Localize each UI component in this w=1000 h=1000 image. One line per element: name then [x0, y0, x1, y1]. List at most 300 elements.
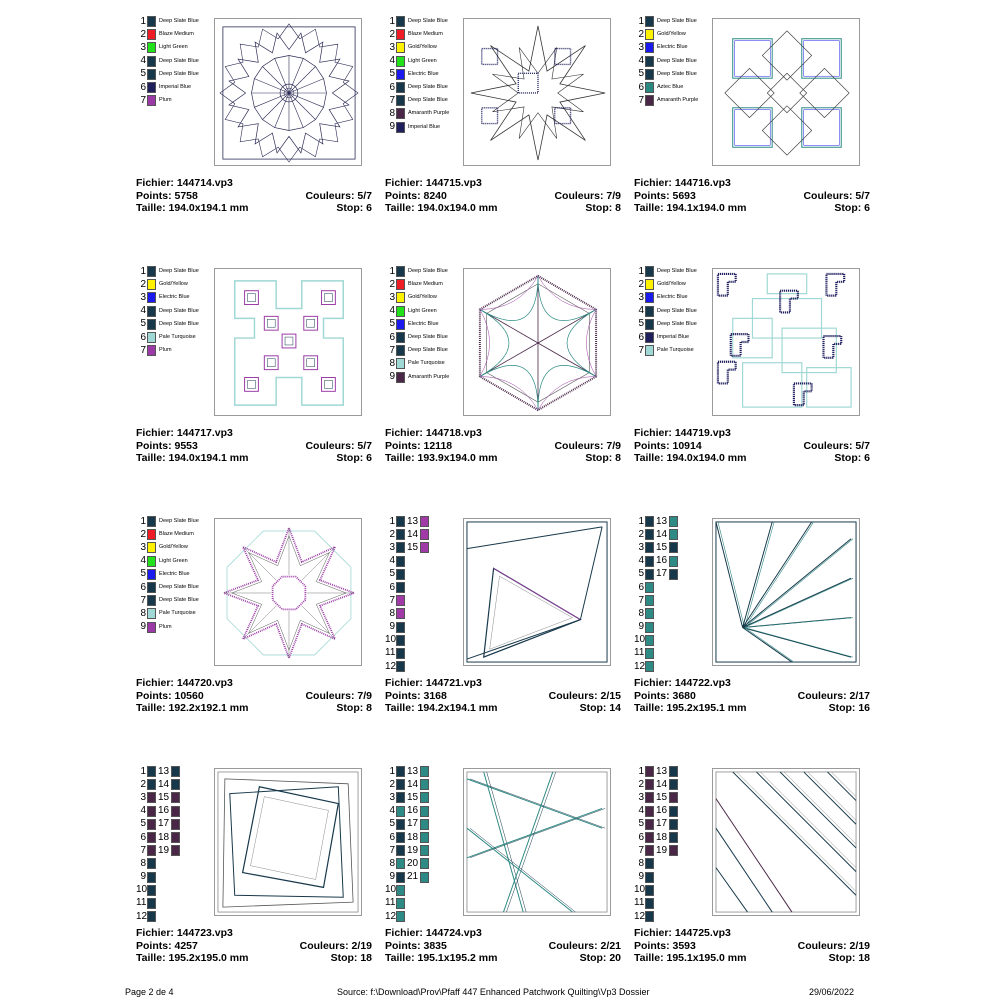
- color-name: Deep Slate Blue: [657, 70, 697, 77]
- legend-row: [634, 68, 708, 81]
- legend-number: 7: [638, 594, 644, 606]
- color-swatch: [645, 292, 654, 303]
- color-swatch: [396, 516, 405, 527]
- legend-row: [136, 291, 210, 304]
- legend-number: 5: [638, 68, 644, 80]
- legend-row: [136, 305, 210, 318]
- color-swatch: [396, 582, 405, 593]
- legend-row: [136, 765, 210, 778]
- color-swatch: [645, 898, 654, 909]
- legend-row: [634, 765, 708, 778]
- file-info: [136, 927, 372, 965]
- embroidery-preview: [214, 268, 362, 416]
- legend-row: [136, 94, 210, 107]
- stop-count: Stop: 6: [336, 452, 372, 464]
- legend-number: 4: [140, 305, 146, 317]
- legend-row: [385, 278, 459, 291]
- color-name: Plum: [159, 97, 172, 104]
- legend-number: 11: [634, 647, 645, 659]
- color-swatch: [396, 279, 405, 290]
- stitch-points: Points: 4257: [136, 939, 198, 952]
- file-name: Fichier: 144717.vp3: [136, 427, 233, 439]
- legend-row: [385, 791, 459, 804]
- legend-number: 1: [389, 515, 395, 527]
- file-name: Fichier: 144719.vp3: [634, 427, 731, 439]
- color-swatch: [147, 569, 156, 580]
- legend-row: [634, 594, 708, 607]
- legend-row: [385, 765, 459, 778]
- legend-number: 2: [140, 278, 146, 290]
- legend-number: 13: [158, 765, 170, 777]
- pattern-drawing: [464, 269, 610, 415]
- legend-row: [385, 871, 459, 884]
- color-swatch: [669, 516, 678, 527]
- design-card: [136, 765, 372, 1000]
- color-name: Gold/Yellow: [408, 44, 437, 51]
- file-name: Fichier: 144718.vp3: [385, 427, 482, 439]
- legend-row: [385, 331, 459, 344]
- legend-number: 4: [140, 55, 146, 67]
- stop-count: Stop: 18: [330, 952, 372, 964]
- legend-row: [634, 305, 708, 318]
- color-swatch: [147, 911, 156, 922]
- legend-row: [136, 265, 210, 278]
- legend-row: [385, 594, 459, 607]
- color-swatch: [669, 542, 678, 553]
- legend-number: 4: [389, 305, 395, 317]
- legend-number: 6: [638, 581, 644, 593]
- legend-row: [385, 305, 459, 318]
- legend-number: 11: [634, 897, 645, 909]
- color-swatch: [396, 529, 405, 540]
- legend-number: 9: [638, 621, 644, 633]
- legend-number: 8: [638, 857, 644, 869]
- design-card: [385, 515, 621, 751]
- legend-number: 4: [638, 55, 644, 67]
- color-swatch: [420, 832, 429, 843]
- color-swatch: [396, 332, 405, 343]
- color-swatch: [645, 29, 654, 40]
- color-swatch: [645, 806, 654, 817]
- color-swatch: [645, 69, 654, 80]
- color-swatch: [171, 845, 180, 856]
- pattern-drawing: [215, 19, 361, 165]
- color-swatch: [645, 635, 654, 646]
- legend-number: 20: [407, 857, 419, 869]
- design-size: Taille: 195.2x195.0 mm: [136, 952, 249, 964]
- legend-row: [634, 871, 708, 884]
- legend-number: 5: [638, 818, 644, 830]
- legend-number: 16: [656, 805, 668, 817]
- stitch-points: Points: 5758: [136, 189, 198, 202]
- color-name: Gold/Yellow: [159, 544, 188, 551]
- color-swatch: [645, 911, 654, 922]
- legend-row: [385, 607, 459, 620]
- legend-number: 7: [638, 94, 644, 106]
- color-swatch: [645, 872, 654, 883]
- legend-row: [136, 621, 210, 634]
- color-name: Gold/Yellow: [657, 281, 686, 288]
- legend-row: [136, 568, 210, 581]
- color-name: Electric Blue: [159, 570, 190, 577]
- color-name: Light Green: [159, 44, 188, 51]
- legend-row: [136, 318, 210, 331]
- legend-number: 17: [656, 818, 668, 830]
- legend-number: 17: [656, 568, 668, 580]
- color-swatch: [669, 832, 678, 843]
- color-name: Plum: [159, 347, 172, 354]
- color-swatch: [396, 556, 405, 567]
- legend-row: [385, 371, 459, 384]
- design-card: [385, 265, 621, 501]
- file-info: [385, 177, 621, 215]
- design-size: Taille: 194.0x194.1 mm: [136, 452, 249, 464]
- legend-number: 8: [389, 857, 395, 869]
- legend-row: [136, 594, 210, 607]
- legend-number: 7: [140, 94, 146, 106]
- legend-number: 10: [634, 884, 646, 896]
- color-swatch: [645, 16, 654, 27]
- color-swatch: [396, 542, 405, 553]
- color-name: Deep Slate Blue: [408, 268, 448, 275]
- legend-number: 9: [389, 121, 395, 133]
- legend-row: [634, 647, 708, 660]
- color-swatch: [396, 95, 405, 106]
- legend-row: [136, 871, 210, 884]
- color-swatch: [645, 332, 654, 343]
- legend-row: [136, 541, 210, 554]
- file-info: [136, 427, 372, 465]
- color-swatch: [420, 516, 429, 527]
- color-name: Deep Slate Blue: [657, 18, 697, 25]
- color-swatch: [645, 569, 654, 580]
- color-count: Couleurs: 7/9: [554, 439, 621, 452]
- thread-color-legend: [136, 15, 210, 107]
- file-info: [634, 427, 870, 465]
- design-size: Taille: 195.1x195.0 mm: [634, 952, 747, 964]
- design-size: Taille: 194.0x194.0 mm: [385, 202, 498, 214]
- legend-number: 2: [140, 28, 146, 40]
- color-swatch: [171, 792, 180, 803]
- color-swatch: [645, 595, 654, 606]
- color-swatch: [645, 885, 654, 896]
- color-name: Deep Slate Blue: [408, 84, 448, 91]
- legend-number: 7: [638, 844, 644, 856]
- pattern-drawing: [464, 519, 610, 665]
- color-swatch: [645, 661, 654, 672]
- color-name: Deep Slate Blue: [159, 320, 199, 327]
- legend-row: [385, 910, 459, 923]
- color-swatch: [645, 266, 654, 277]
- stop-count: Stop: 6: [834, 202, 870, 214]
- pattern-drawing: [215, 769, 361, 915]
- file-name: Fichier: 144714.vp3: [136, 177, 233, 189]
- color-swatch: [396, 306, 405, 317]
- color-swatch: [645, 319, 654, 330]
- file-name: Fichier: 144723.vp3: [136, 927, 233, 939]
- color-swatch: [396, 82, 405, 93]
- legend-number: 2: [638, 778, 644, 790]
- legend-number: 4: [638, 805, 644, 817]
- thread-color-legend: [136, 765, 210, 923]
- legend-number: 8: [638, 607, 644, 619]
- legend-number: 8: [140, 857, 146, 869]
- legend-row: [385, 857, 459, 870]
- legend-row: [385, 94, 459, 107]
- legend-number: 1: [140, 515, 146, 527]
- color-name: Gold/Yellow: [159, 281, 188, 288]
- color-swatch: [645, 556, 654, 567]
- legend-number: 15: [656, 541, 668, 553]
- legend-row: [385, 621, 459, 634]
- legend-row: [385, 121, 459, 134]
- stitch-points: Points: 10560: [136, 689, 204, 702]
- design-size: Taille: 194.1x194.0 mm: [634, 202, 747, 214]
- legend-row: [634, 897, 708, 910]
- file-info: [634, 927, 870, 965]
- color-swatch: [147, 306, 156, 317]
- color-swatch: [147, 872, 156, 883]
- stitch-points: Points: 3835: [385, 939, 447, 952]
- color-swatch: [396, 372, 405, 383]
- color-swatch: [147, 806, 156, 817]
- color-name: Deep Slate Blue: [159, 268, 199, 275]
- file-name: Fichier: 144725.vp3: [634, 927, 731, 939]
- color-swatch: [645, 56, 654, 67]
- legend-row: [634, 831, 708, 844]
- design-card: [136, 515, 372, 751]
- color-swatch: [396, 595, 405, 606]
- legend-row: [634, 515, 708, 528]
- color-name: Light Green: [408, 57, 437, 64]
- legend-number: 3: [140, 791, 146, 803]
- color-swatch: [645, 832, 654, 843]
- legend-number: 1: [140, 15, 146, 27]
- legend-row: [634, 660, 708, 673]
- legend-number: 18: [656, 831, 668, 843]
- color-swatch: [645, 42, 654, 53]
- legend-row: [634, 621, 708, 634]
- legend-row: [136, 41, 210, 54]
- color-swatch: [396, 358, 405, 369]
- color-swatch: [171, 832, 180, 843]
- legend-row: [136, 555, 210, 568]
- legend-row: [385, 107, 459, 120]
- legend-number: 12: [634, 910, 646, 922]
- legend-number: 18: [407, 831, 419, 843]
- color-swatch: [396, 122, 405, 133]
- color-name: Deep Slate Blue: [159, 584, 199, 591]
- legend-number: 10: [136, 884, 148, 896]
- legend-number: 4: [638, 555, 644, 567]
- color-swatch: [645, 779, 654, 790]
- thread-color-legend: [136, 515, 210, 634]
- legend-number: 5: [389, 818, 395, 830]
- legend-row: [385, 515, 459, 528]
- color-count: Couleurs: 5/7: [803, 439, 870, 452]
- legend-row: [385, 528, 459, 541]
- color-swatch: [420, 858, 429, 869]
- color-swatch: [396, 766, 405, 777]
- color-swatch: [147, 82, 156, 93]
- design-size: Taille: 192.2x192.1 mm: [136, 702, 249, 714]
- color-swatch: [645, 792, 654, 803]
- color-swatch: [396, 569, 405, 580]
- color-swatch: [396, 292, 405, 303]
- file-name: Fichier: 144715.vp3: [385, 177, 482, 189]
- legend-row: [385, 831, 459, 844]
- legend-number: 2: [389, 278, 395, 290]
- color-swatch: [669, 556, 678, 567]
- color-swatch: [669, 845, 678, 856]
- embroidery-preview: [214, 18, 362, 166]
- color-name: Blaze Medium: [408, 31, 443, 38]
- legend-number: 8: [389, 357, 395, 369]
- color-swatch: [669, 569, 678, 580]
- legend-number: 6: [140, 581, 146, 593]
- thread-color-legend: [634, 515, 708, 673]
- color-swatch: [147, 345, 156, 356]
- legend-number: 1: [389, 765, 395, 777]
- legend-row: [136, 884, 210, 897]
- legend-number: 5: [389, 318, 395, 330]
- stop-count: Stop: 8: [336, 702, 372, 714]
- color-swatch: [396, 42, 405, 53]
- color-swatch: [669, 766, 678, 777]
- color-swatch: [669, 806, 678, 817]
- color-count: Couleurs: 2/15: [548, 689, 621, 702]
- color-name: Deep Slate Blue: [159, 57, 199, 64]
- color-swatch: [645, 819, 654, 830]
- color-name: Blaze Medium: [159, 31, 194, 38]
- design-size: Taille: 195.1x195.2 mm: [385, 952, 498, 964]
- legend-number: 19: [407, 844, 419, 856]
- legend-row: [634, 28, 708, 41]
- color-count: Couleurs: 2/19: [299, 939, 372, 952]
- color-swatch: [396, 16, 405, 27]
- legend-number: 2: [638, 28, 644, 40]
- color-name: Deep Slate Blue: [159, 597, 199, 604]
- color-swatch: [645, 858, 654, 869]
- legend-row: [136, 897, 210, 910]
- legend-number: 4: [638, 305, 644, 317]
- thread-color-legend: [136, 265, 210, 357]
- color-name: Electric Blue: [657, 294, 688, 301]
- legend-row: [634, 94, 708, 107]
- color-swatch: [396, 608, 405, 619]
- legend-row: [136, 805, 210, 818]
- color-swatch: [645, 542, 654, 553]
- legend-row: [136, 331, 210, 344]
- stitch-points: Points: 12118: [385, 439, 453, 452]
- pattern-drawing: [713, 519, 859, 665]
- legend-row: [136, 831, 210, 844]
- legend-row: [634, 15, 708, 28]
- stitch-points: Points: 3680: [634, 689, 696, 702]
- color-count: Couleurs: 5/7: [803, 189, 870, 202]
- color-swatch: [396, 832, 405, 843]
- color-swatch: [669, 792, 678, 803]
- color-name: Deep Slate Blue: [159, 70, 199, 77]
- color-count: Couleurs: 2/17: [797, 689, 870, 702]
- color-swatch: [645, 582, 654, 593]
- legend-number: 3: [638, 291, 644, 303]
- color-count: Couleurs: 7/9: [554, 189, 621, 202]
- color-name: Deep Slate Blue: [408, 97, 448, 104]
- legend-number: 1: [140, 765, 146, 777]
- color-name: Deep Slate Blue: [408, 334, 448, 341]
- color-swatch: [147, 319, 156, 330]
- legend-number: 10: [385, 634, 397, 646]
- legend-row: [634, 81, 708, 94]
- legend-number: 14: [656, 528, 668, 540]
- legend-number: 9: [638, 871, 644, 883]
- file-info: [634, 677, 870, 715]
- legend-row: [136, 344, 210, 357]
- color-swatch: [147, 832, 156, 843]
- legend-row: [634, 541, 708, 554]
- legend-row: [136, 68, 210, 81]
- embroidery-preview: [463, 768, 611, 916]
- file-info: [385, 927, 621, 965]
- embroidery-preview: [214, 518, 362, 666]
- legend-row: [136, 81, 210, 94]
- legend-number: 7: [389, 844, 395, 856]
- color-swatch: [396, 319, 405, 330]
- legend-number: 2: [140, 528, 146, 540]
- stop-count: Stop: 6: [834, 452, 870, 464]
- color-swatch: [420, 766, 429, 777]
- legend-row: [136, 278, 210, 291]
- color-count: Couleurs: 7/9: [305, 689, 372, 702]
- file-name: Fichier: 144724.vp3: [385, 927, 482, 939]
- color-name: Pale Turquoise: [657, 347, 694, 354]
- color-swatch: [645, 529, 654, 540]
- legend-number: 8: [389, 607, 395, 619]
- pattern-drawing: [713, 269, 859, 415]
- legend-row: [385, 568, 459, 581]
- legend-number: 1: [638, 265, 644, 277]
- legend-number: 2: [389, 28, 395, 40]
- color-swatch: [396, 858, 405, 869]
- source-path: Source: f:\Download\Prov\Pfaff 447 Enhanced Patchwork Quilting\Vp3 Dossier: [337, 987, 650, 997]
- legend-number: 3: [389, 541, 395, 553]
- legend-row: [136, 857, 210, 870]
- color-swatch: [171, 806, 180, 817]
- stop-count: Stop: 20: [579, 952, 621, 964]
- legend-row: [136, 15, 210, 28]
- legend-number: 6: [389, 831, 395, 843]
- legend-number: 12: [385, 910, 397, 922]
- legend-row: [385, 818, 459, 831]
- legend-row: [136, 581, 210, 594]
- stitch-points: Points: 10914: [634, 439, 702, 452]
- legend-number: 14: [158, 778, 170, 790]
- color-swatch: [147, 582, 156, 593]
- color-name: Electric Blue: [408, 70, 439, 77]
- legend-number: 17: [407, 818, 419, 830]
- legend-number: 9: [389, 871, 395, 883]
- legend-row: [634, 291, 708, 304]
- legend-row: [385, 357, 459, 370]
- legend-row: [385, 778, 459, 791]
- legend-row: [385, 15, 459, 28]
- legend-number: 6: [140, 81, 146, 93]
- color-name: Deep Slate Blue: [657, 57, 697, 64]
- legend-row: [385, 265, 459, 278]
- legend-row: [634, 607, 708, 620]
- legend-number: 13: [656, 765, 668, 777]
